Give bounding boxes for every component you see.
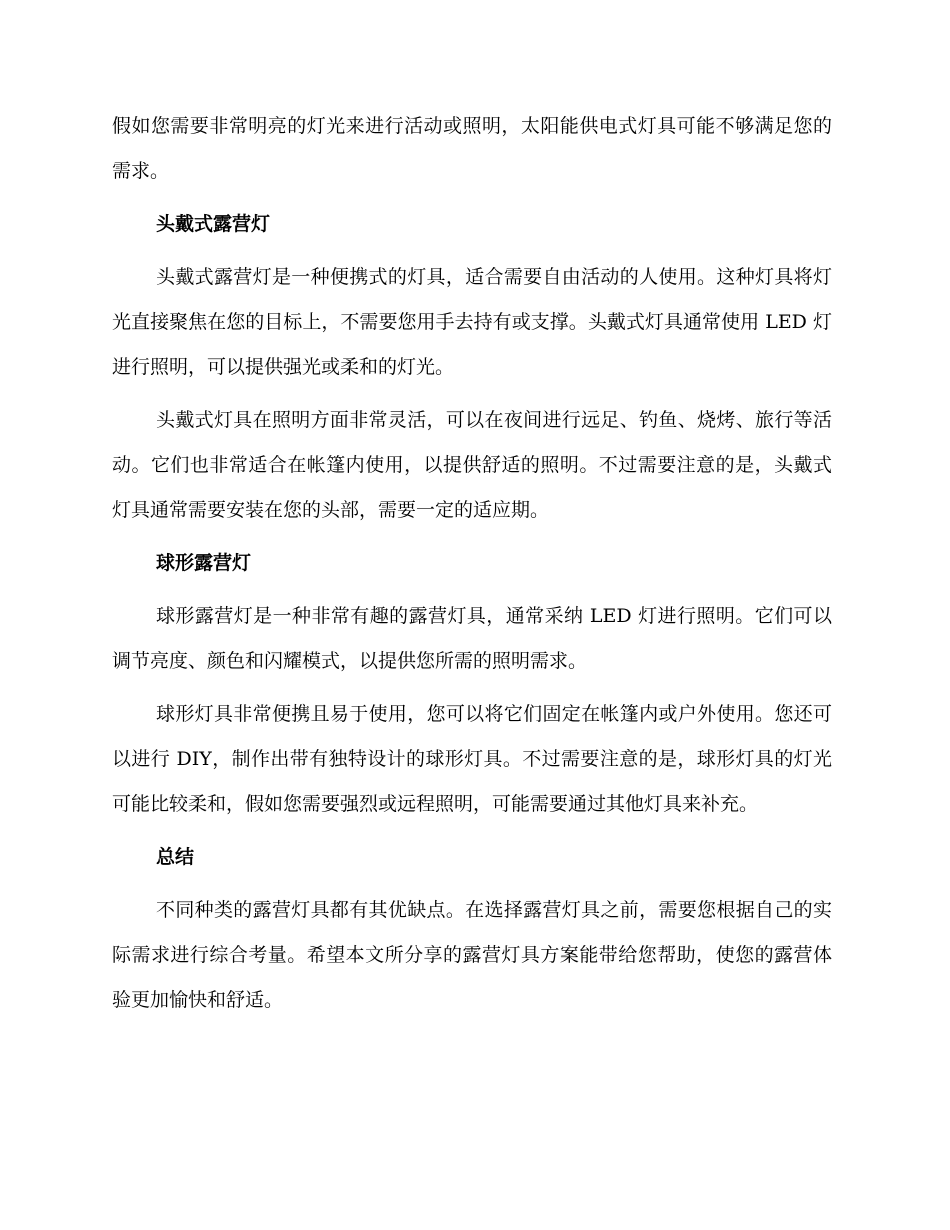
headlamp-paragraph-1: 头戴式露营灯是一种便携式的灯具，适合需要自由活动的人使用。这种灯具将灯光直接聚焦在您的目标上，不需要您用手去持有或支撑。头戴式灯具通常使用 LED 灯进行照明，可以提供强光或柔和的灯光。 <box>112 266 832 378</box>
globe-lamp-paragraph-2: 球形灯具非常便携且易于使用，您可以将它们固定在帐篷内或户外使用。您还可以进行 DIY，制作出带有独特设计的球形灯具。不过需要注意的是，球形灯具的灯光可能比较柔和，假如您需要强烈或远程照明，可能需要通过其他灯具来补充。 <box>112 703 832 815</box>
document-page <box>112 104 832 1023</box>
section-heading-globe-lamp: 球形露营灯 <box>156 552 252 574</box>
globe-lamp-paragraph-1: 球形露营灯是一种非常有趣的露营灯具，通常采纳 LED 灯进行照明。它们可以调节亮度、颜色和闪耀模式，以提供您所需的照明需求。 <box>112 605 832 672</box>
section-heading-summary: 总结 <box>156 846 195 868</box>
headlamp-paragraph-2: 头戴式灯具在照明方面非常灵活，可以在夜间进行远足、钓鱼、烧烤、旅行等活动。它们也非常适合在帐篷内使用，以提供舒适的照明。不过需要注意的是，头戴式灯具通常需要安装在您的头部，需要一定的适应期。 <box>112 409 832 521</box>
summary-paragraph: 不同种类的露营灯具都有其优缺点。在选择露营灯具之前，需要您根据自己的实际需求进行综合考量。希望本文所分享的露营灯具方案能带给您帮助，使您的露营体验更加愉快和舒适。 <box>112 899 832 1011</box>
intro-paragraph: 假如您需要非常明亮的灯光来进行活动或照明，太阳能供电式灯具可能不够满足您的需求。 <box>112 115 832 182</box>
section-heading-headlamp: 头戴式露营灯 <box>156 213 271 235</box>
